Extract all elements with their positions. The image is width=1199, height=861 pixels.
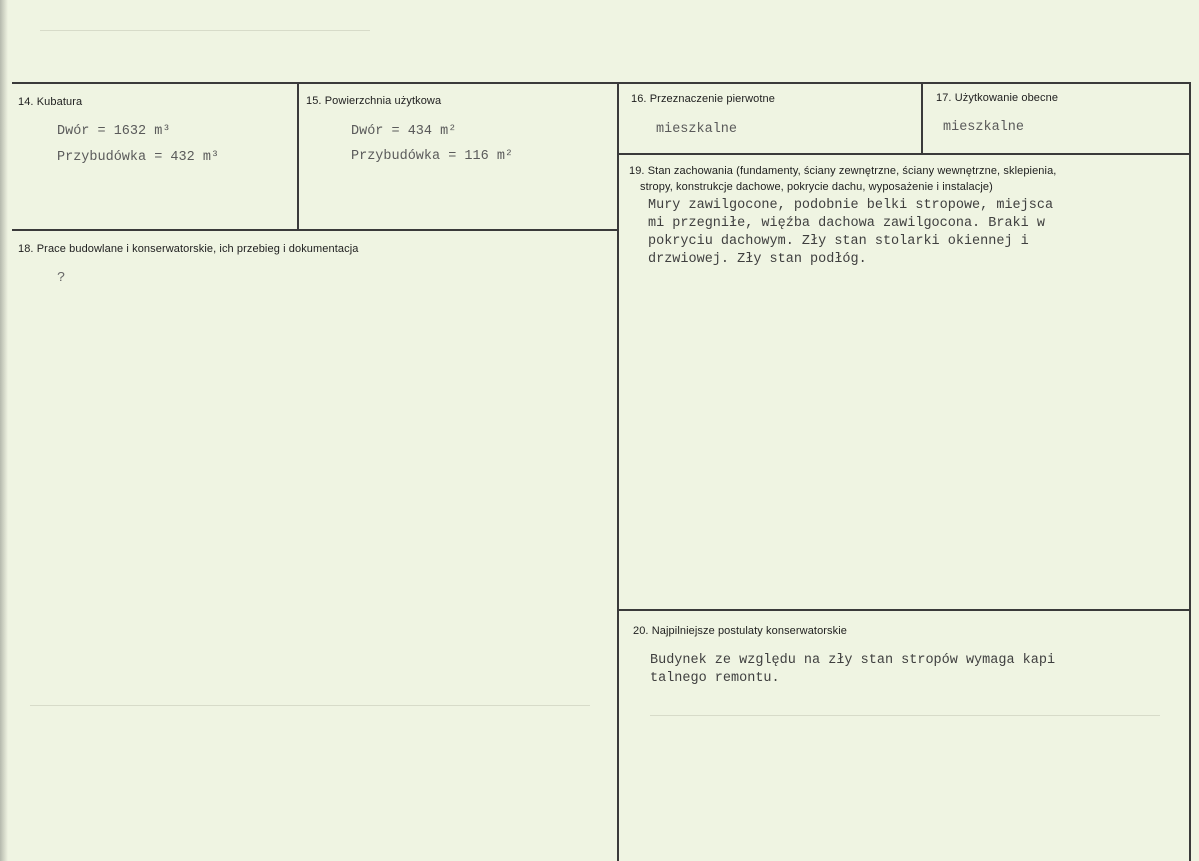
rule-under-19 — [617, 609, 1191, 611]
field-19-label-line-2: stropy, konstrukcje dachowe, pokrycie dachu, wyposażenie i instalacje) — [640, 181, 993, 193]
divider-16-17 — [921, 82, 923, 154]
field-16-label: 16. Przeznaczenie pierwotne — [631, 93, 775, 105]
show-through-line — [30, 705, 590, 706]
center-divider — [617, 82, 619, 861]
field-19-line-4: drzwiowej. Zły stan podłóg. — [648, 252, 867, 267]
field-17-value: mieszkalne — [943, 120, 1025, 135]
field-20-label: 20. Najpilniejsze postulaty konserwatorskie — [633, 625, 848, 637]
field-18-label: 18. Prace budowlane i konserwatorskie, ich przebieg i dokumentacja — [18, 243, 359, 255]
field-17-label: 17. Użytkowanie obecne — [936, 92, 1059, 104]
show-through-line — [650, 715, 1160, 716]
field-15-line-2: Przybudówka = 116 m² — [351, 149, 514, 164]
rule-under-16-17 — [617, 153, 1191, 155]
field-14-label: 14. Kubatura — [18, 96, 83, 108]
right-border — [1189, 82, 1191, 861]
field-14-line-2: Przybudówka = 432 m³ — [57, 150, 220, 165]
rule-under-14-15 — [12, 229, 619, 231]
field-15-label: 15. Powierzchnia użytkowa — [306, 95, 442, 107]
field-20-line-1: Budynek ze względu na zły stan stropów wymaga kapi — [650, 653, 1056, 668]
field-15-line-1: Dwór = 434 m² — [351, 124, 457, 139]
field-19-line-3: pokryciu dachowym. Zły stan stolarki okiennej i — [648, 234, 1029, 249]
field-18-value: ? — [57, 270, 66, 286]
field-16-value: mieszkalne — [656, 122, 738, 137]
card-edge-shadow — [0, 0, 8, 861]
top-rule — [12, 82, 1191, 84]
divider-14-15 — [297, 82, 299, 230]
field-14-line-1: Dwór = 1632 m³ — [57, 124, 171, 139]
field-19-line-1: Mury zawilgocone, podobnie belki stropowe, miejsca — [648, 198, 1054, 213]
show-through-line — [40, 30, 370, 31]
field-20-line-2: talnego remontu. — [650, 671, 780, 686]
field-19-line-2: mi przegniłe, więźba dachowa zawilgocona. Braki w — [648, 216, 1045, 231]
field-19-label-line-1: 19. Stan zachowania (fundamenty, ściany zewnętrzne, ściany wewnętrzne, sklepienia, — [629, 165, 1057, 177]
